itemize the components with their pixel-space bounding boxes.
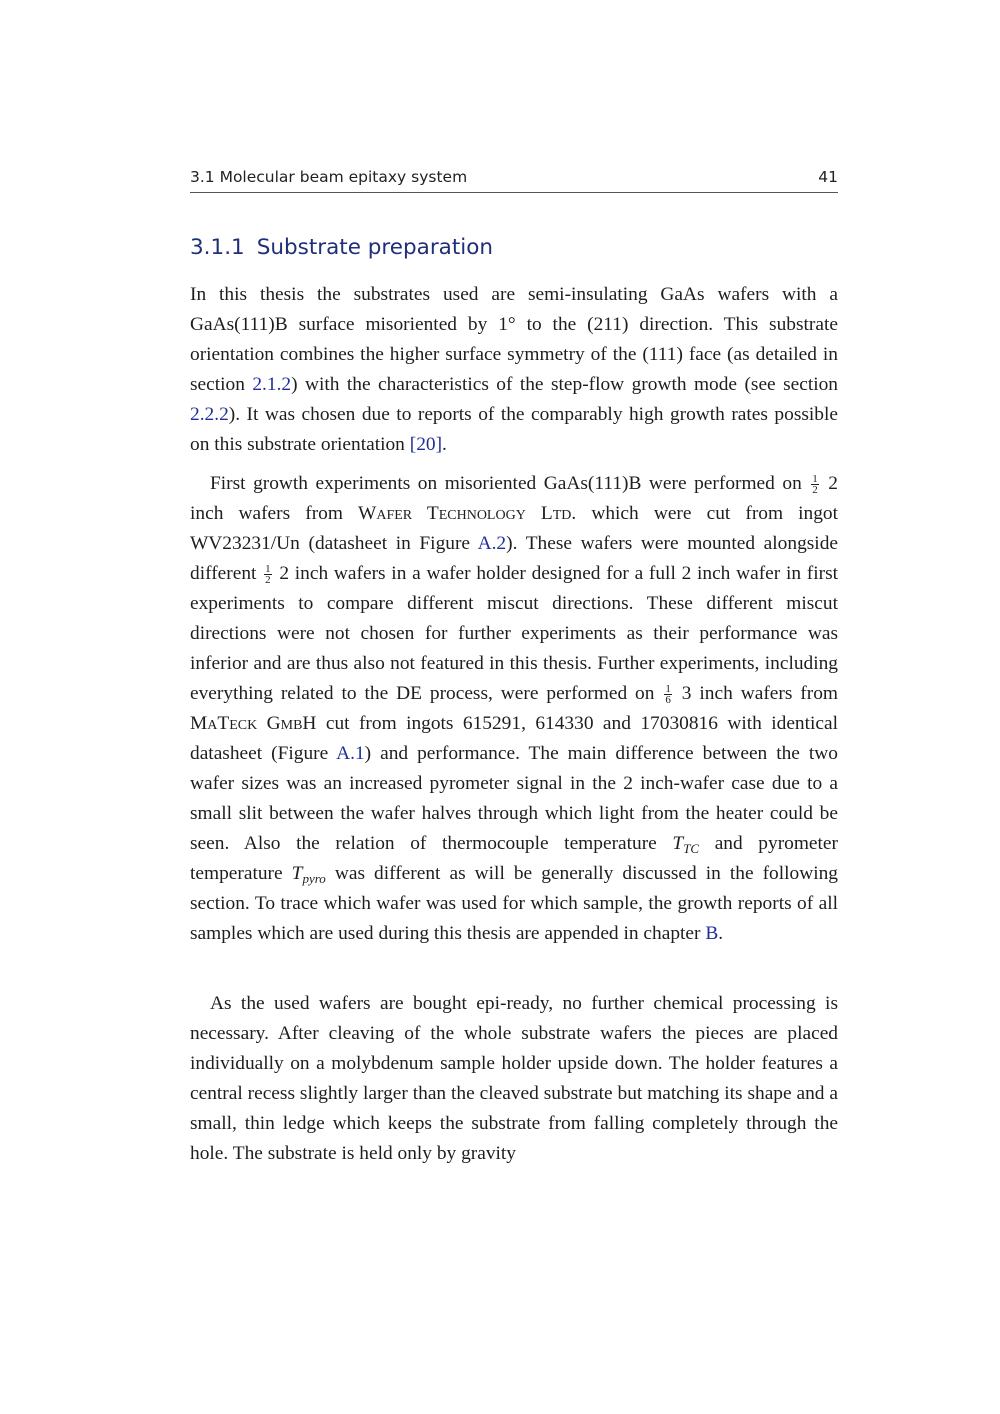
text-run: was different as will be generally discussed in the following section. To trace which wafer was used for which sample, the growth reports of all samples which are used during this thesis are appended in chapter xyxy=(190,863,839,944)
paragraph-2 xyxy=(190,469,838,949)
text-run: ). These wafers were mounted alongside different xyxy=(190,533,838,584)
fraction-denominator: 2 xyxy=(265,574,271,587)
text-run: 3 inch wafers from xyxy=(673,683,838,704)
page-number: 41 xyxy=(818,168,838,186)
text-run: 2 inch wafers from xyxy=(190,473,838,524)
text-run: First growth experiments on misoriented GaAs(111)B were performed on xyxy=(210,473,810,494)
text-run: 2 inch wafers in a wafer holder designed for a full 2 inch wafer in first experiments to compare different miscut directions. These different miscut directions were not chosen for further experiments as their performance was inferior and are thus also not featured in this thesis. Further experiments, including everything related to the DE process, were performed on xyxy=(190,563,839,704)
text-run: ) and performance. The main difference between the two wafer sizes was an increased pyrometer signal in the 2 inch-wafer case due to a small slit between the wafer halves through which light from the heater could be seen. Also the relation of thermocouple temperature xyxy=(190,743,838,854)
fraction xyxy=(811,474,819,495)
company-name: MaTeck GmbH xyxy=(190,713,317,734)
chapter-link-b[interactable]: B xyxy=(705,923,719,944)
text-run: cut from ingots 615291, 614330 and 17030816 with identical datasheet (Figure xyxy=(190,713,838,764)
section-number: 3.1.1 xyxy=(190,235,245,260)
text-run: . which were cut from ingot WV23231/Un (datasheet in Figure xyxy=(190,503,839,554)
text-run: In this thesis the substrates used are semi-insulating GaAs wafers with a GaAs(111)B surface misoriented by 1° to the (211) direction. This substrate orientation combines the higher surface symmetry of the (111) face (as detailed in section xyxy=(190,284,838,395)
fraction-denominator: 2 xyxy=(812,484,818,497)
section-heading xyxy=(190,235,493,260)
section-link-2-1-2[interactable]: 2.1.2 xyxy=(252,374,292,395)
fraction-numerator: 1 xyxy=(812,473,818,486)
company-name: Wafer Technology Ltd xyxy=(358,503,572,524)
fraction xyxy=(664,684,672,705)
text-run: As the used wafers are bought epi-ready, no further chemical processing is necessary. After cleaving of the whole substrate wafers the pieces are placed individually on a molybdenum sample holder upside down. The holder features a central recess slightly larger than the cleaved substrate but matching its shape and a small, thin ledge which keeps the substrate from falling completely through the hole. The substrate is held only by gravity xyxy=(190,993,838,1164)
section-link-2-2-2[interactable]: 2.2.2 xyxy=(190,404,229,425)
fraction-numerator: 1 xyxy=(265,563,271,576)
text-run: . xyxy=(718,923,724,944)
text-run: . xyxy=(442,434,447,455)
paragraph-3 xyxy=(190,989,838,1169)
text-run: ) with the characteristics of the step-flow growth mode (see section xyxy=(291,374,838,395)
section-title: Substrate preparation xyxy=(256,235,494,260)
math-subscript: pyro xyxy=(302,871,326,886)
paragraph-1 xyxy=(190,280,838,460)
math-symbol: T xyxy=(291,863,303,884)
fraction-denominator: 6 xyxy=(665,694,671,707)
text-run: and pyrometer temperature xyxy=(190,833,838,884)
header-section: 3.1 Molecular beam epitaxy system xyxy=(190,168,468,186)
figure-link-a2[interactable]: A.2 xyxy=(477,533,507,554)
figure-link-a1[interactable]: A.1 xyxy=(336,743,365,764)
fraction xyxy=(264,564,272,585)
citation-link-20[interactable]: [20] xyxy=(409,434,443,455)
fraction-numerator: 1 xyxy=(665,683,671,696)
math-symbol: T xyxy=(672,833,684,854)
text-run: ). It was chosen due to reports of the comparably high growth rates possible on this substrate orientation xyxy=(190,404,838,455)
running-header xyxy=(190,166,838,193)
math-subscript: TC xyxy=(683,841,700,856)
